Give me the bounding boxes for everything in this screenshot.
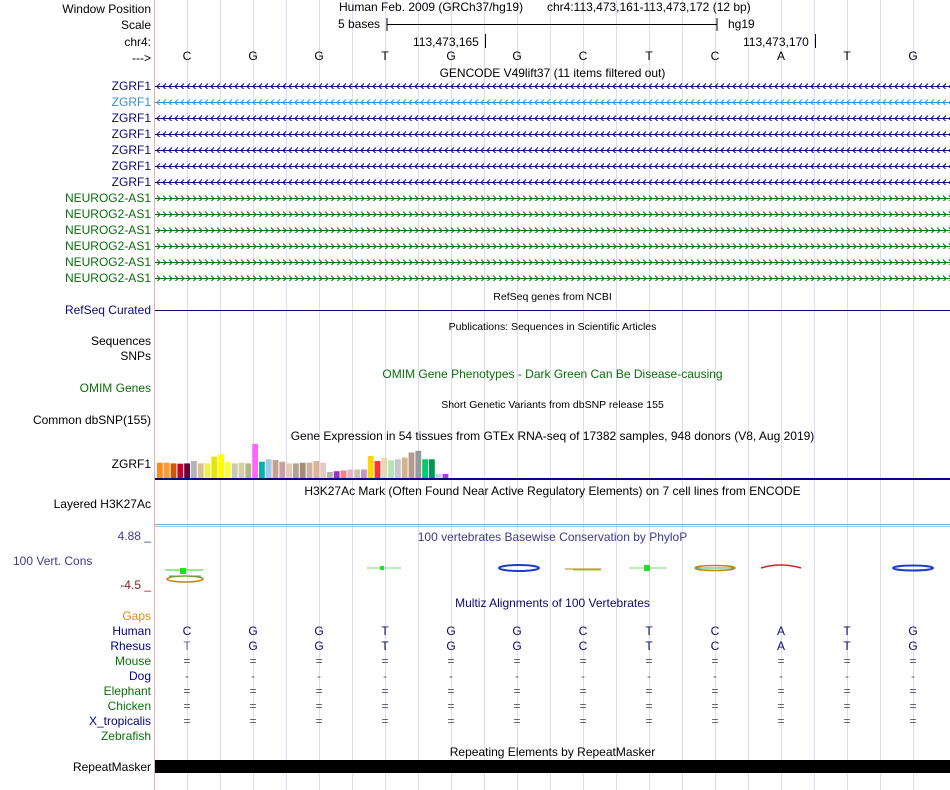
alignment-base: = (249, 684, 257, 698)
alignment-base: T (843, 639, 851, 653)
gtex-tissue-bar[interactable] (429, 459, 435, 478)
alignment-base: - (845, 669, 849, 683)
gaps-label[interactable]: Gaps (122, 609, 151, 623)
transcript-label[interactable]: NEUROG2-AS1 (64, 255, 151, 269)
alignment-base: = (777, 714, 785, 728)
species-label[interactable]: Chicken (107, 699, 151, 713)
transcript-label[interactable]: ZGRF1 (111, 175, 151, 189)
alignment-base: = (909, 699, 917, 713)
gtex-baseline (155, 478, 950, 480)
gtex-tissue-bar[interactable] (157, 463, 163, 478)
gtex-tissue-bar[interactable] (191, 461, 197, 478)
gtex-tissue-bar[interactable] (245, 463, 251, 478)
alignment-base: = (513, 714, 521, 728)
alignment-base: = (381, 684, 389, 698)
alignment-base: = (711, 699, 719, 713)
gtex-tissue-bar[interactable] (232, 463, 238, 478)
base-letter: T (381, 49, 389, 63)
alignment-base: = (447, 714, 455, 728)
gtex-tissue-bar[interactable] (375, 461, 381, 478)
h3k27ac-label[interactable]: Layered H3K27Ac (53, 497, 151, 511)
refseq-line[interactable] (155, 310, 950, 311)
coordinate-1: 113,473,165 (413, 35, 479, 49)
alignment-base: = (183, 654, 191, 668)
alignment-base: A (776, 624, 785, 638)
gtex-tissue-bar[interactable] (286, 463, 292, 478)
transcript-label[interactable]: ZGRF1 (111, 127, 151, 141)
strand-label[interactable]: ---> (132, 51, 151, 65)
alignment-base: G (512, 624, 522, 638)
gtex-tissue-bar[interactable] (211, 457, 217, 478)
alignment-base: = (711, 654, 719, 668)
alignment-base: - (647, 669, 651, 683)
gtex-tissue-bar[interactable] (252, 444, 258, 478)
transcript-strand[interactable] (155, 114, 950, 121)
gtex-tissue-bar[interactable] (307, 463, 313, 478)
alignment-base: - (581, 669, 585, 683)
alignment-base: C (182, 624, 192, 638)
gtex-tissue-bar[interactable] (205, 463, 211, 478)
transcript-label[interactable]: NEUROG2-AS1 (64, 191, 151, 205)
db-label: hg19 (728, 17, 755, 31)
alignment-base: = (183, 684, 191, 698)
omim-title[interactable]: OMIM Gene Phenotypes - Dark Green Can Be Disease-causing (382, 367, 723, 381)
window-position-label[interactable]: Window Position (62, 2, 151, 16)
chrom-label[interactable]: chr4: (124, 35, 151, 49)
alignment-base: T (381, 639, 389, 653)
alignment-base: = (249, 654, 257, 668)
base-letter: T (645, 49, 653, 63)
gtex-tissue-bar[interactable] (164, 463, 170, 478)
alignment-base: T (645, 624, 653, 638)
transcript-strand[interactable] (155, 130, 950, 137)
phylop-max-label: 4.88 _ (117, 529, 151, 543)
alignment-base: T (843, 624, 851, 638)
gtex-tissue-bar[interactable] (313, 461, 319, 478)
alignment-base: = (447, 684, 455, 698)
alignment-base: C (710, 624, 720, 638)
gtex-tissue-bar[interactable] (388, 460, 394, 478)
alignment-base: = (777, 654, 785, 668)
transcript-strand[interactable] (155, 242, 950, 249)
alignment-base: = (645, 654, 653, 668)
transcript-label[interactable]: ZGRF1 (111, 143, 151, 157)
alignment-base: = (843, 684, 851, 698)
gtex-gene-label[interactable]: ZGRF1 (111, 457, 151, 471)
alignment-base: G (908, 624, 918, 638)
gtex-tissue-bar[interactable] (273, 460, 279, 478)
coordinate-2-tick (815, 34, 816, 48)
alignment-base: = (777, 699, 785, 713)
alignment-base: - (515, 669, 519, 683)
alignment-base: - (383, 669, 387, 683)
gtex-tissue-bar[interactable] (279, 462, 285, 478)
alignment-base: G (512, 639, 522, 653)
gtex-tissue-bar[interactable] (409, 453, 415, 479)
transcript-strand[interactable] (155, 146, 950, 153)
base-letter: T (843, 49, 851, 63)
transcript-label[interactable]: ZGRF1 (111, 79, 151, 93)
gtex-tissue-bar[interactable] (354, 470, 360, 479)
scale-label[interactable]: Scale (120, 18, 151, 32)
alignment-base: = (315, 684, 323, 698)
gtex-tissue-bar[interactable] (225, 462, 231, 478)
alignment-base: T (645, 639, 653, 653)
alignment-base: = (381, 714, 389, 728)
alignment-base: = (909, 714, 917, 728)
alignment-base: = (579, 699, 587, 713)
alignment-base: = (447, 699, 455, 713)
publications-title[interactable]: Publications: Sequences in Scientific Articles (448, 321, 657, 333)
alignment-base: - (713, 669, 717, 683)
gtex-tissue-bar[interactable] (381, 458, 387, 478)
transcript-strand[interactable] (155, 194, 950, 201)
refseq-title[interactable]: RefSeq genes from NCBI (493, 291, 612, 303)
alignment-base: T (381, 624, 389, 638)
alignment-base: = (843, 654, 851, 668)
alignment-base: T (183, 639, 191, 653)
alignment-base: = (315, 654, 323, 668)
species-label[interactable]: Mouse (114, 654, 151, 668)
alignment-base: = (711, 684, 719, 698)
snps-label[interactable]: SNPs (120, 349, 151, 363)
sequences-label[interactable]: Sequences (90, 334, 151, 348)
gtex-tissue-bar[interactable] (395, 459, 401, 478)
gtex-tissue-bar[interactable] (415, 451, 421, 478)
alignment-base: - (317, 669, 321, 683)
alignment-base: = (381, 654, 389, 668)
transcript-strand[interactable] (155, 82, 950, 89)
gtex-bar-chart[interactable] (155, 444, 950, 480)
base-letter: A (776, 49, 785, 63)
genome-browser-track-area[interactable] (155, 0, 950, 790)
alignment-base: G (248, 624, 258, 638)
gtex-tissue-bar[interactable] (402, 458, 408, 478)
gtex-tissue-bar[interactable] (300, 463, 306, 478)
transcript-strand[interactable] (155, 210, 950, 217)
alignment-base: C (710, 639, 720, 653)
alignment-base: - (449, 669, 453, 683)
label-separator (154, 0, 155, 790)
alignment-base: - (251, 669, 255, 683)
gtex-tissue-bar[interactable] (320, 463, 326, 478)
alignment-base: A (776, 639, 785, 653)
transcript-strand[interactable] (155, 258, 950, 265)
alignment-base: = (381, 699, 389, 713)
alignment-base: G (248, 639, 258, 653)
transcript-label[interactable]: ZGRF1 (111, 111, 151, 125)
transcript-strand[interactable] (155, 226, 950, 233)
species-label[interactable]: Human (112, 624, 151, 638)
gtex-tissue-bar[interactable] (184, 463, 190, 478)
alignment-base: = (843, 714, 851, 728)
gtex-tissue-bar[interactable] (347, 470, 353, 479)
phylop-title[interactable]: 100 vertebrates Basewise Conservation by PhyloP (417, 530, 688, 544)
transcript-strand[interactable] (155, 178, 950, 185)
gtex-tissue-bar[interactable] (266, 459, 272, 478)
alignment-base: C (578, 624, 588, 638)
gtex-tissue-bar[interactable] (239, 463, 245, 478)
species-label[interactable]: Zebrafish (100, 729, 151, 743)
alignment-base: G (314, 639, 324, 653)
species-label[interactable]: Elephant (103, 684, 151, 698)
omim-label[interactable]: OMIM Genes (79, 381, 151, 395)
coordinate-1-tick (485, 34, 486, 48)
alignment-base: = (513, 654, 521, 668)
h3k27ac-title[interactable]: H3K27Ac Mark (Often Found Near Active Regulatory Elements) on 7 cell lines from ENCODE (304, 484, 801, 498)
species-label[interactable]: X_tropicalis (88, 714, 151, 728)
h3k27ac-signal-2 (155, 526, 950, 527)
scale-bar (385, 17, 721, 33)
gtex-tissue-bar[interactable] (341, 471, 347, 479)
gtex-tissue-bar[interactable] (259, 462, 265, 478)
base-letter: C (710, 49, 720, 63)
alignment-base: = (513, 699, 521, 713)
alignment-base: = (183, 699, 191, 713)
alignment-base: = (843, 699, 851, 713)
scale-text: 5 bases (338, 17, 381, 31)
base-letter: C (578, 49, 588, 63)
alignment-base: G (446, 624, 456, 638)
base-letter: G (908, 49, 918, 63)
coordinate-2: 113,473,170 (743, 35, 809, 49)
position-range: chr4:113,473,161-113,473,172 (12 bp) (547, 0, 751, 14)
base-letter: G (446, 49, 456, 63)
alignment-base: C (578, 639, 588, 653)
gtex-tissue-bar[interactable] (422, 459, 428, 478)
repeatmasker-label[interactable]: RepeatMasker (72, 760, 151, 774)
alignment-base: = (315, 714, 323, 728)
transcript-label[interactable]: NEUROG2-AS1 (64, 239, 151, 253)
alignment-base: = (645, 684, 653, 698)
alignment-base: G (314, 624, 324, 638)
alignment-base: G (446, 639, 456, 653)
base-letter: G (248, 49, 258, 63)
species-label[interactable]: Dog (128, 669, 151, 683)
gtex-tissue-bar[interactable] (177, 464, 183, 478)
transcript-strand[interactable] (155, 162, 950, 169)
dbsnp-title[interactable]: Short Genetic Variants from dbSNP release 155 (441, 399, 664, 411)
alignment-base: = (909, 654, 917, 668)
gtex-tissue-bar[interactable] (171, 463, 177, 478)
alignment-base: = (645, 714, 653, 728)
transcript-label[interactable]: NEUROG2-AS1 (64, 271, 151, 285)
transcript-label[interactable]: ZGRF1 (111, 159, 151, 173)
alignment-base: = (645, 699, 653, 713)
alignment-base: = (249, 714, 257, 728)
multiz-title[interactable]: Multiz Alignments of 100 Vertebrates (455, 596, 650, 610)
alignment-base: - (185, 669, 189, 683)
alignment-base: = (447, 654, 455, 668)
alignment-base: - (911, 669, 915, 683)
base-letter: G (314, 49, 324, 63)
transcript-label[interactable]: NEUROG2-AS1 (64, 223, 151, 237)
gtex-tissue-bar[interactable] (293, 463, 299, 478)
transcript-label[interactable]: ZGRF1 (111, 95, 151, 109)
alignment-base: = (579, 684, 587, 698)
track-labels (0, 0, 154, 790)
transcript-strand[interactable] (155, 98, 950, 105)
alignment-base: - (779, 669, 783, 683)
alignment-base: = (513, 684, 521, 698)
transcript-strand[interactable] (155, 274, 950, 281)
alignment-base: = (579, 714, 587, 728)
gtex-tissue-bar[interactable] (361, 470, 367, 479)
phylop-label[interactable]: 100 Vert. Cons (13, 554, 93, 568)
repeatmasker-bar[interactable] (155, 760, 950, 773)
phylop-plot[interactable] (155, 556, 950, 586)
alignment-base: = (183, 714, 191, 728)
alignment-base: = (249, 699, 257, 713)
species-label[interactable]: Rhesus (110, 639, 151, 653)
alignment-base: = (579, 654, 587, 668)
alignment-base: = (711, 714, 719, 728)
gencode-title[interactable]: GENCODE V49lift37 (11 items filtered out) (439, 66, 666, 80)
gtex-tissue-bar[interactable] (218, 454, 224, 478)
base-letter: C (182, 49, 192, 63)
transcript-label[interactable]: NEUROG2-AS1 (64, 207, 151, 221)
refseq-label[interactable]: RefSeq Curated (64, 303, 151, 317)
base-letter: G (512, 49, 522, 63)
alignment-base: = (909, 684, 917, 698)
gtex-tissue-bar[interactable] (334, 471, 340, 478)
h3k27ac-signal-1 (155, 524, 950, 525)
alignment-base: G (908, 639, 918, 653)
gtex-tissue-bar[interactable] (368, 456, 374, 478)
assembly-label: Human Feb. 2009 (GRCh37/hg19) (339, 0, 524, 14)
common-dbsnp-label[interactable]: Common dbSNP(155) (32, 413, 151, 427)
phylop-min-label: -4.5 _ (120, 578, 151, 592)
gtex-title[interactable]: Gene Expression in 54 tissues from GTEx RNA-seq of 17382 samples, 948 donors (V8, Aug 2019) (290, 429, 815, 443)
alignment-base: = (315, 699, 323, 713)
repeatmasker-title[interactable]: Repeating Elements by RepeatMasker (449, 745, 656, 759)
gtex-tissue-bar[interactable] (198, 463, 204, 478)
alignment-base: = (777, 684, 785, 698)
